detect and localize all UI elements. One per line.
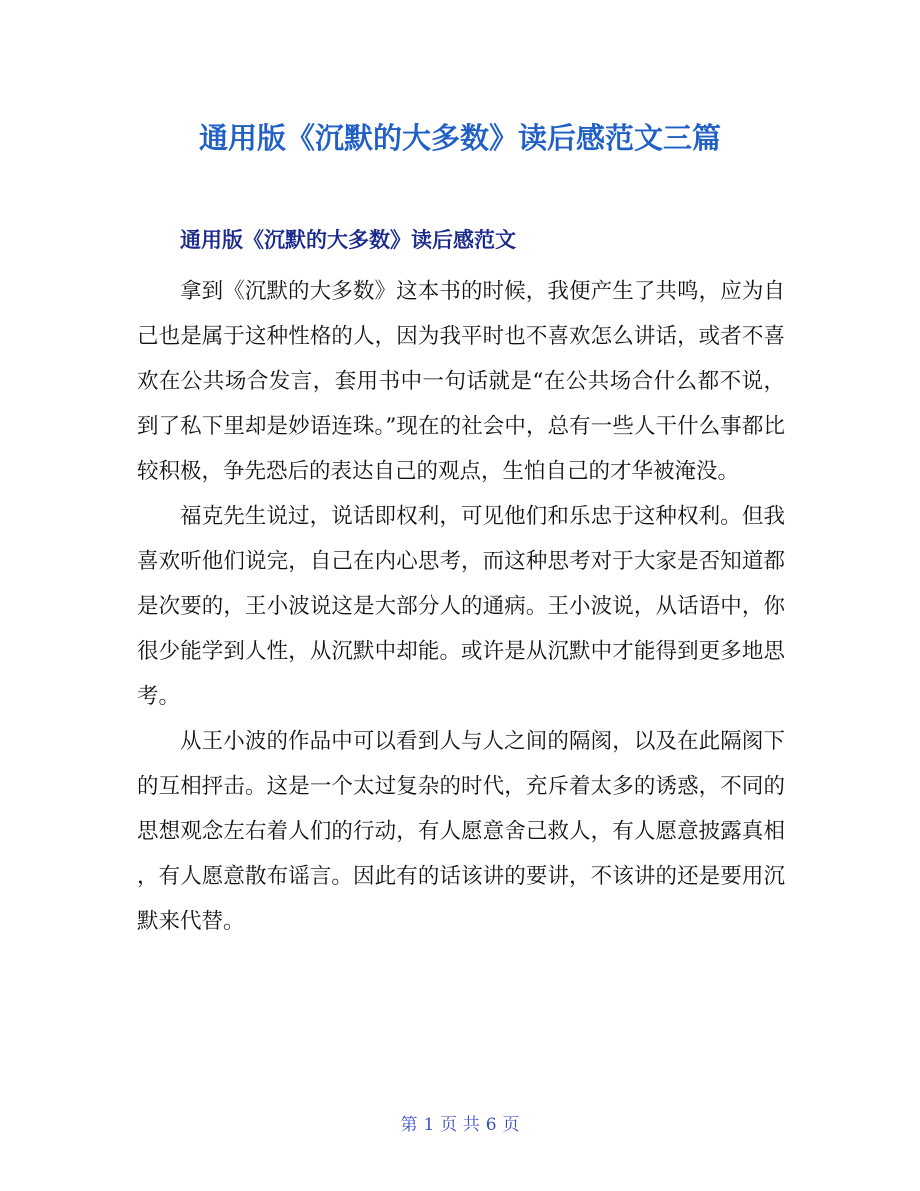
paragraph-1: 拿到《沉默的大多数》这本书的时候，我便产生了共鸣，应为自己也是属于这种性格的人，因为我平时也不喜欢怎么讲话，或者不喜欢在公共场合发言，套用书中一句话就是“在公共场合什么都不说，到了私下里却是妙语连珠。”现在的社会中，总有一些人干什么事都比较积极，争先恐后的表达自己的观点，生怕自己的才华被淹没。 — [137, 279, 785, 484]
footer-total-pages: 6 — [485, 1115, 497, 1135]
footer-current-page: 1 — [423, 1115, 435, 1135]
page-footer — [0, 1112, 920, 1138]
body-text — [137, 269, 785, 944]
section-title: 通用版《沉默的大多数》读后感范文 — [180, 228, 516, 252]
footer-prefix: 第 — [400, 1115, 418, 1135]
paragraph-3: 从王小波的作品中可以看到人与人之间的隔阂，以及在此隔阂下的互相抨击。这是一个太过复杂的时代，充斥着太多的诱惑，不同的思想观念左右着人们的行动，有人愿意舍己救人，有人愿意披露真相，有人愿意散布谣言。因此有的话该讲的要讲，不该讲的还是要用沉默来代替。 — [137, 729, 785, 934]
footer-suffix: 页 — [502, 1115, 520, 1135]
footer-mid: 页 共 — [440, 1115, 480, 1135]
paragraph-2: 福克先生说过，说话即权利，可见他们和乐忠于这种权利。但我喜欢听他们说完，自己在内心思考，而这种思考对于大家是否知道都是次要的，王小波说这是大部分人的通病。王小波说，从话语中，你很少能学到人性，从沉默中却能。或许是从沉默中才能得到更多地思考。 — [137, 504, 785, 709]
document-title: 通用版《沉默的大多数》读后感范文三篇 — [198, 121, 721, 155]
